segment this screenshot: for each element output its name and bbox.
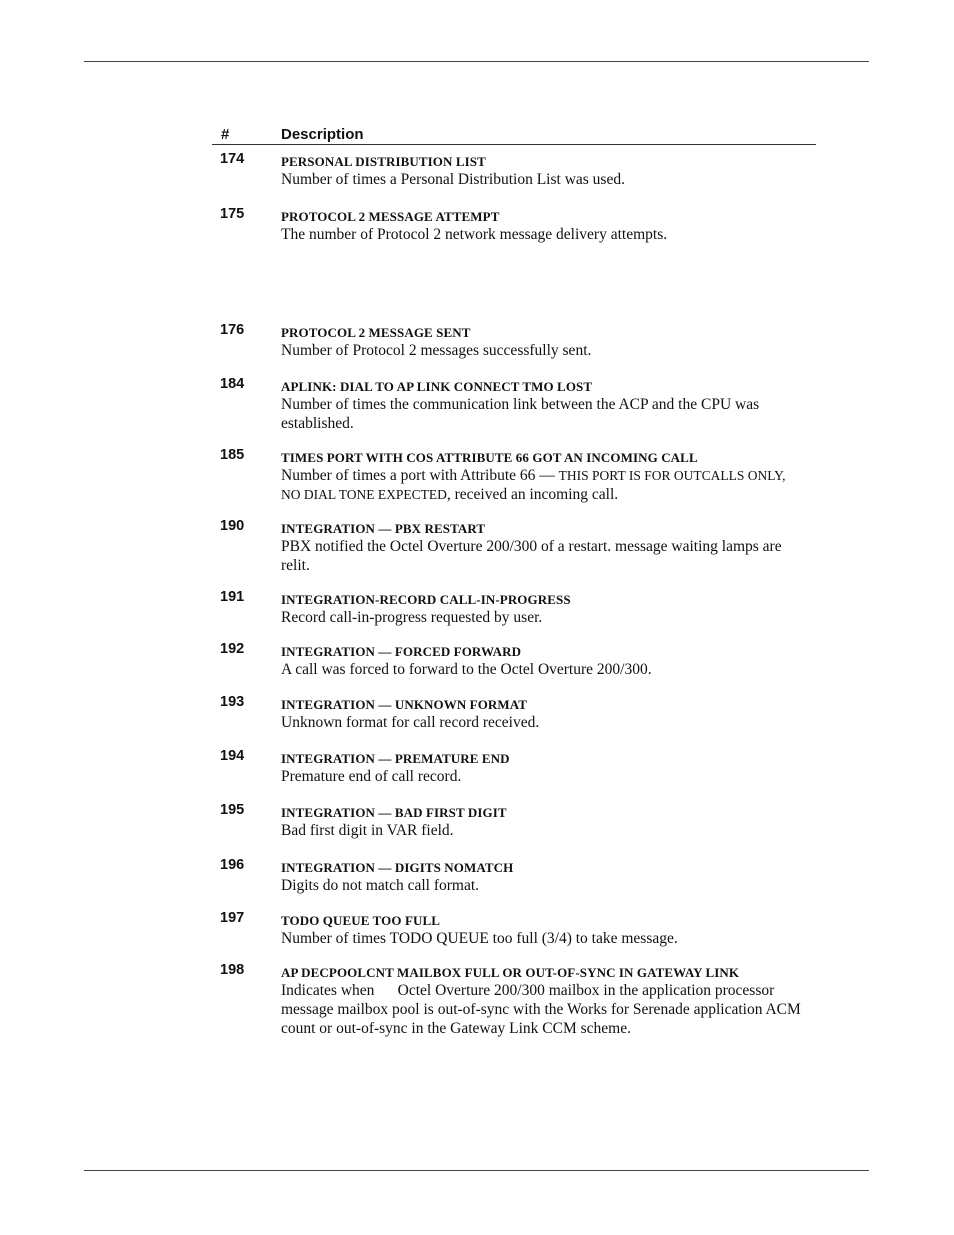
description-text: , received an incoming call. [446,486,619,503]
row-title: INTEGRATION — FORCED FORWARD [281,644,522,659]
row-number: 197 [220,910,245,926]
table-header [212,122,816,145]
row-description: PBX notified the Octel Overture 200/300 of a restart. message waiting lamps are relit. [281,538,782,574]
row-title: INTEGRATION — UNKNOWN FORMAT [281,697,528,712]
row-description [281,466,801,504]
counter-table [212,122,816,1037]
row-number: 198 [220,962,245,978]
row-number: 196 [220,857,245,873]
row-title: PROTOCOL 2 MESSAGE SENT [281,325,471,340]
row-number: 192 [220,641,245,657]
row-title: TIMES PORT WITH COS ATTRIBUTE 66 GOT AN INCOMING CALL [281,450,698,465]
row-title: INTEGRATION-RECORD CALL-IN-PROGRESS [281,592,571,607]
header-rule [84,61,869,62]
row-title: TODO QUEUE TOO FULL [281,913,441,928]
row-title: INTEGRATION — BAD FIRST DIGIT [281,805,507,820]
row-title: PERSONAL DISTRIBUTION LIST [281,154,486,169]
row-description: Record call-in-progress requested by user. [281,609,543,626]
row-number: 175 [220,206,245,222]
row-description: A call was forced to forward to the Octel Overture 200/300. [281,661,652,678]
row-title: INTEGRATION — PREMATURE END [281,751,510,766]
row-title: AP DECPOOLCNT MAILBOX FULL OR OUT-OF-SYNC IN GATEWAY LINK [281,965,740,980]
row-number: 195 [220,802,245,818]
column-header-description: Description [281,126,364,143]
description-text: Number of times a port with Attribute 66 — [281,467,559,484]
row-title: APLINK: DIAL TO AP LINK CONNECT TMO LOST [281,379,593,394]
row-title: PROTOCOL 2 MESSAGE ATTEMPT [281,209,500,224]
row-description: Number of times a Personal Distribution List was used. [281,171,625,188]
footer-rule [84,1170,869,1171]
row-description: Unknown format for call record received. [281,714,540,731]
row-description: Number of times TODO QUEUE too full (3/4) to take message. [281,930,678,947]
column-header-number: # [221,126,230,143]
row-title: INTEGRATION — DIGITS NOMATCH [281,860,514,875]
row-number: 174 [220,151,245,167]
row-title: INTEGRATION — PBX RESTART [281,521,486,536]
row-number: 184 [220,376,245,392]
row-number: 185 [220,447,245,463]
row-description: Premature end of call record. [281,768,462,785]
row-description: The number of Protocol 2 network message delivery attempts. [281,226,668,243]
row-number: 176 [220,322,245,338]
row-description: Number of times the communication link between the ACP and the CPU was established. [281,396,760,432]
row-description: Indicates when Octel Overture 200/300 mailbox in the application processor message mailbox pool is out-of-sync with the Works for Serenade application ACM count or out-of-sync in the Gateway Link CCM scheme. [281,982,805,1037]
row-description: Bad first digit in VAR field. [281,822,454,839]
row-description: Digits do not match call format. [281,877,480,894]
attribute-note: THIS PORT IS FOR OUTCALLS ONLY, NO DIAL TONE EXPECTED [281,468,786,502]
row-number: 191 [220,589,245,605]
row-number: 194 [220,748,245,764]
row-description: Number of Protocol 2 messages successfully sent. [281,342,592,359]
row-number: 193 [220,694,245,710]
row-number: 190 [220,518,245,534]
